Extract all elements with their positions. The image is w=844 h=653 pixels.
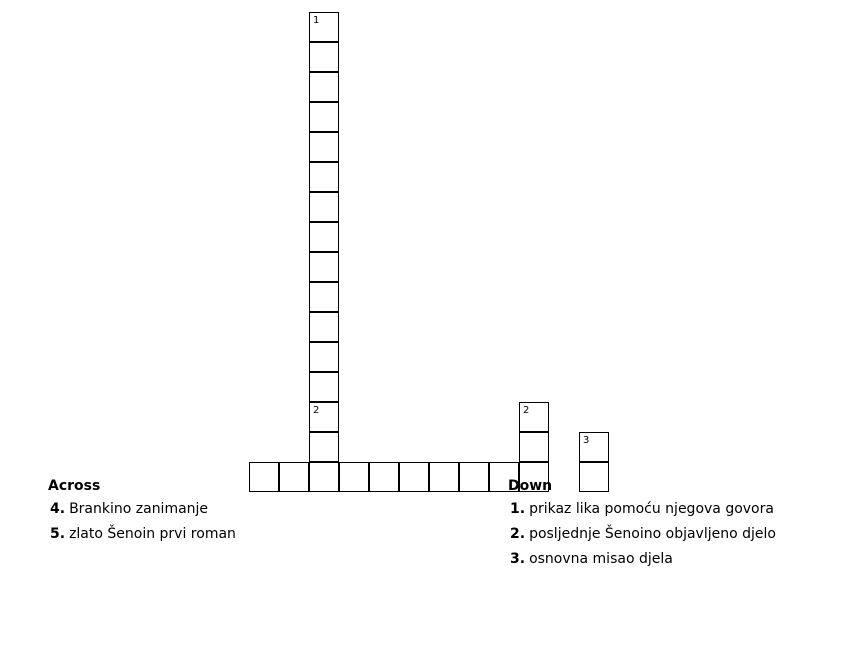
- cell-number: 1: [313, 15, 320, 26]
- clue-text: zlato Šenoin prvi roman: [69, 526, 236, 542]
- grid-cell[interactable]: [309, 312, 339, 342]
- down-heading: Down: [508, 478, 553, 494]
- clue-across-4: [50, 500, 236, 519]
- grid-cell[interactable]: [579, 432, 609, 462]
- grid-cell[interactable]: [369, 462, 399, 492]
- clue-down-3: [510, 550, 776, 569]
- grid-cell[interactable]: [309, 342, 339, 372]
- clue-text: osnovna misao djela: [529, 551, 673, 567]
- grid-cell[interactable]: [309, 282, 339, 312]
- grid-cell[interactable]: [309, 192, 339, 222]
- clue-number: 2.: [510, 526, 526, 542]
- across-clues: [48, 478, 236, 550]
- grid-cell[interactable]: [399, 462, 429, 492]
- grid-cell[interactable]: [309, 432, 339, 462]
- clue-across-5: [50, 525, 236, 544]
- clue-down-1: [510, 500, 776, 519]
- down-clues: [508, 478, 776, 575]
- across-heading: Across: [48, 478, 101, 494]
- cell-number: 3: [583, 435, 590, 446]
- grid-cell[interactable]: [309, 12, 339, 42]
- grid-cell[interactable]: [519, 432, 549, 462]
- clue-text: Brankino zanimanje: [69, 501, 209, 517]
- grid-cell[interactable]: [309, 132, 339, 162]
- grid-cell[interactable]: [249, 462, 279, 492]
- grid-cell[interactable]: [309, 72, 339, 102]
- grid-cell[interactable]: [429, 462, 459, 492]
- grid-cell[interactable]: [309, 462, 339, 492]
- clue-number: 4.: [50, 501, 66, 517]
- grid-cell[interactable]: [309, 402, 339, 432]
- clue-text: prikaz lika pomoću njegova govora: [529, 501, 774, 517]
- grid-cell[interactable]: [339, 462, 369, 492]
- grid-cell[interactable]: [459, 462, 489, 492]
- grid-cell[interactable]: [519, 402, 549, 432]
- cell-number: 2: [523, 405, 530, 416]
- grid-cell[interactable]: [309, 222, 339, 252]
- grid-cell[interactable]: [309, 42, 339, 72]
- cell-number: 2: [313, 405, 320, 416]
- clue-text: posljednje Šenoino objavljeno djelo: [529, 526, 776, 542]
- grid-cell[interactable]: [279, 462, 309, 492]
- grid-cell[interactable]: [309, 102, 339, 132]
- clue-number: 3.: [510, 551, 526, 567]
- clue-number: 5.: [50, 526, 66, 542]
- grid-cell[interactable]: [309, 372, 339, 402]
- clue-down-2: [510, 525, 776, 544]
- clue-number: 1.: [510, 501, 526, 517]
- grid-cell[interactable]: [309, 252, 339, 282]
- grid-cell[interactable]: [309, 162, 339, 192]
